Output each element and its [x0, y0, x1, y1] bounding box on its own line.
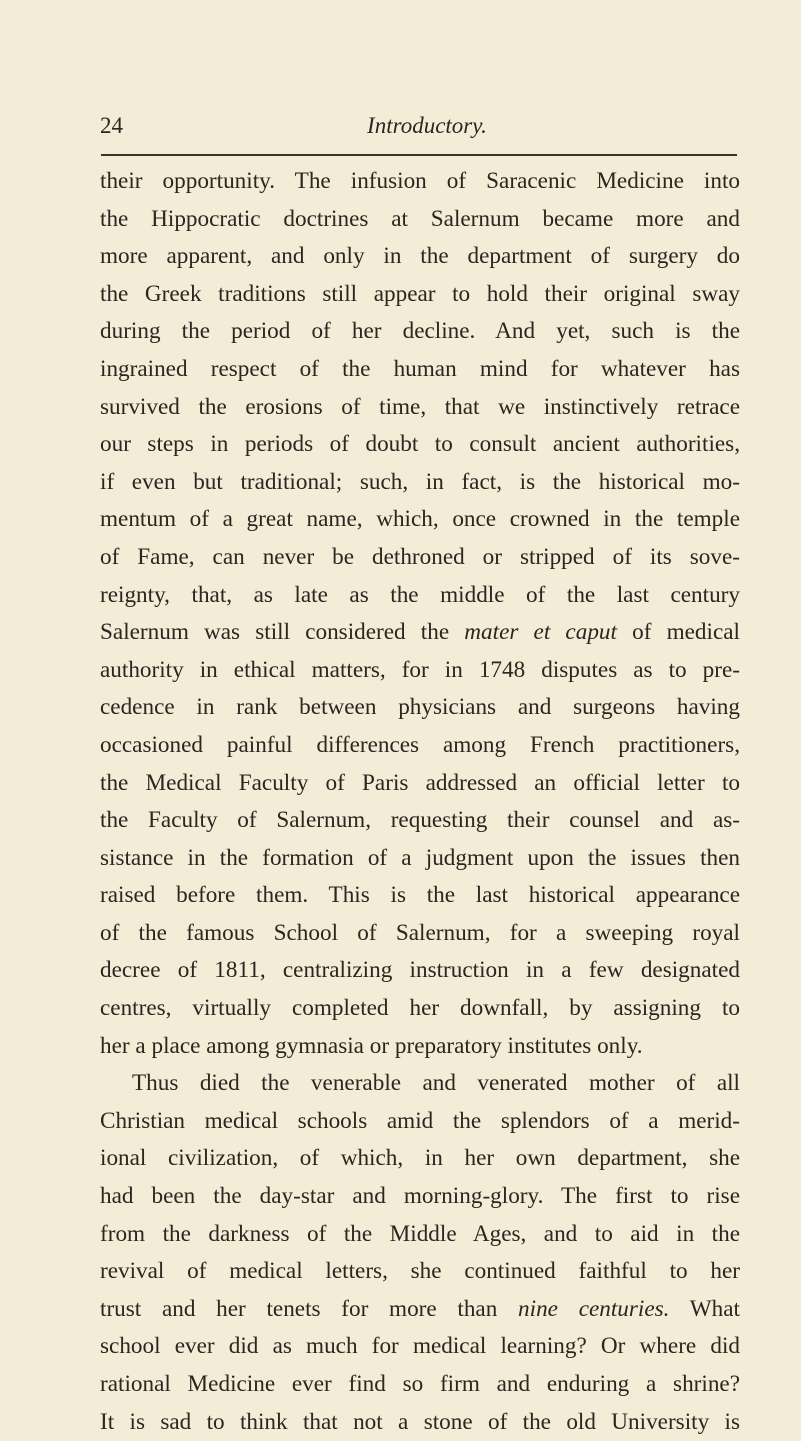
text-line: rational Medicine ever find so firm and enduring a shrine?	[100, 1371, 740, 1397]
text-line: the Faculty of Salernum, requesting their counsel and as-	[100, 807, 740, 834]
text-line: survived the erosions of time, that we instinctively retrace	[100, 393, 740, 420]
text-line: reignty, that, as late as the middle of the last century	[100, 581, 740, 608]
text-line: revival of medical letters, she continued faithful to her	[100, 1258, 740, 1285]
text-line: ional civilization, of which, in her own department, she	[100, 1145, 740, 1172]
italic-phrase: nine centuries.	[518, 1295, 670, 1322]
text-line: centres, virtually completed her downfall, by assigning to	[100, 995, 740, 1022]
text-line: mentum of a great name, which, once crowned in the temple	[100, 506, 740, 533]
text-line: the Greek traditions still appear to hold their original sway	[100, 280, 740, 307]
text-line: their opportunity. The infusion of Saracenic Medicine into	[100, 168, 740, 194]
text-line: the Medical Faculty of Paris addressed an official letter to	[100, 769, 740, 796]
page-header	[72, 108, 742, 144]
text-line: from the darkness of the Middle Ages, and to aid in the	[100, 1220, 740, 1247]
page-number: 24	[100, 113, 123, 138]
text-segment: trust and her tenets for more than	[100, 1295, 519, 1322]
italic-phrase: mater et caput	[464, 619, 617, 646]
text-segment: What	[669, 1295, 740, 1322]
text-line: Christian medical schools amid the splendors of a merid-	[100, 1107, 740, 1134]
text-line: It is sad to think that not a stone of the old University is	[100, 1408, 740, 1435]
body-text	[100, 163, 740, 1441]
text-line-with-italic	[100, 614, 740, 652]
text-line: during the period of her decline. And yet, such is the	[100, 318, 740, 345]
text-line: if even but traditional; such, in fact, is the historical mo-	[100, 468, 740, 495]
text-line: of Fame, can never be dethroned or stripped of its sove-	[100, 543, 740, 570]
running-head: Introductory.	[367, 113, 487, 138]
text-line: decree of 1811, centralizing instruction in a few designated	[100, 957, 740, 984]
text-line: of the famous School of Salernum, for a sweeping royal	[100, 919, 740, 946]
text-line: raised before them. This is the last historical appearance	[100, 882, 740, 909]
text-line: authority in ethical matters, for in 1748 disputes as to pre-	[100, 656, 740, 683]
text-line: school ever did as much for medical learning? Or where did	[100, 1333, 740, 1360]
text-line: more apparent, and only in the department of surgery do	[100, 243, 740, 270]
text-segment: Salernum was still considered the	[100, 619, 465, 646]
text-line: her a place among gymnasia or preparatory institutes only.	[100, 1032, 643, 1059]
text-line: occasioned painful differences among French practitioners,	[100, 731, 740, 758]
text-line-with-italic	[100, 1291, 740, 1329]
text-line: cedence in rank between physicians and surgeons having	[100, 694, 740, 721]
text-line: the Hippocratic doctrines at Salernum became more and	[100, 205, 740, 232]
text-segment: of medical	[616, 619, 740, 646]
text-line: ingrained respect of the human mind for whatever has	[100, 355, 740, 382]
text-line: Thus died the venerable and venerated mother of all	[132, 1070, 740, 1097]
text-line: sistance in the formation of a judgment upon the issues then	[100, 844, 740, 871]
header-rule	[101, 154, 737, 156]
text-line: our steps in periods of doubt to consult ancient authorities,	[100, 431, 740, 458]
text-line: had been the day-star and morning-glory. The first to rise	[100, 1183, 740, 1210]
